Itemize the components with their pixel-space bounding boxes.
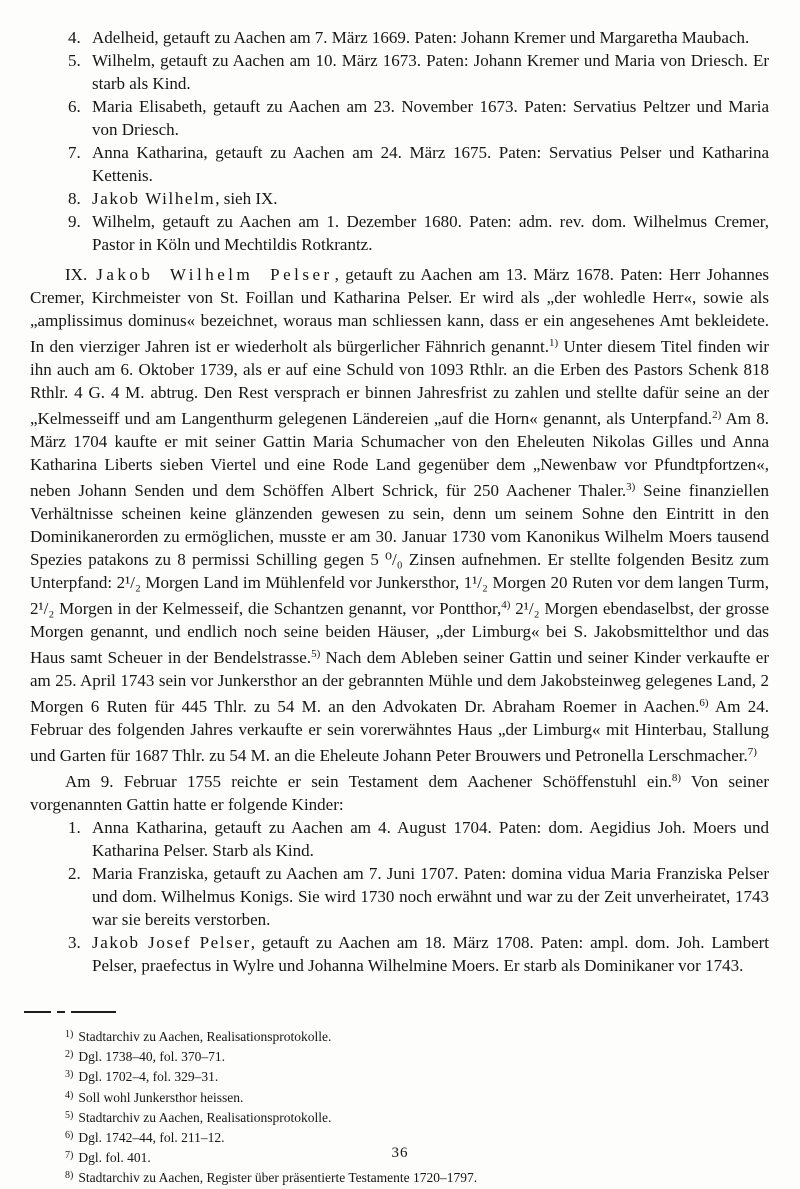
text-run: Seine finanziellen Verhältnisse scheinen keine glänzenden gewesen zu sein, denn um seinem Sohne den Eintritt in den Dominikanerorden zu ermöglichen, musste er am 30. Januar 1730 vom Kanonikus Wilhelm Moers tausend Spezies patakons zu 8 permissi Schilling gegen 5 ⁰/₀ Zinsen aufnehmen. Er stellte folgenden Besitz zum Unterpfand: 2¹/₂ Morgen Land im Mühlenfeld vor Junkersthor, 1¹/₂ Morgen 20 Ruten vor dem langen Turm, 2¹/₂ Morgen in der Kelmesseif, die Schantzen genannt, vor Pontthor, [30, 481, 769, 618]
list-item [30, 816, 769, 862]
footnote-text: Soll wohl Junkersthor heissen. [78, 1089, 244, 1105]
footnote-text: Dgl. 1702–4, fol. 329–31. [78, 1069, 219, 1085]
item-number: 3. [68, 933, 81, 952]
footnote-ref: 7) [747, 746, 757, 758]
footnote-text: Dgl. 1742–44, fol. 211–12. [78, 1130, 225, 1146]
footnote [65, 1026, 769, 1046]
footnote [65, 1046, 769, 1066]
list-item [30, 95, 769, 141]
footnote-marker: 2) [65, 1049, 74, 1061]
item-number: 7. [68, 143, 81, 162]
item-number: 1. [68, 818, 81, 837]
item-number: 5. [68, 51, 81, 70]
footnote-ref: 6) [699, 697, 709, 709]
footnote-marker: 4) [65, 1089, 74, 1101]
text-run: 2¹/₂ Morgen ebendaselbst, der grosse Morgen genannt, und endlich noch seine beiden Häuser, „der Limburg« bei S. Jakobsmittelthor und das Haus samt Scheuer in der Bendelstrasse. [30, 599, 769, 667]
item-number: 8. [68, 189, 81, 208]
item-number: 4. [68, 28, 81, 47]
separator-dash [24, 1011, 51, 1013]
person-name: Jakob Wilhelm Pelser [96, 265, 333, 284]
children-list-bottom [30, 816, 769, 977]
footnote-marker: 5) [65, 1109, 74, 1121]
footnote-marker: 3) [65, 1069, 74, 1081]
footnote-marker: 7) [65, 1150, 74, 1162]
list-item [30, 862, 769, 931]
footnote [65, 1066, 769, 1086]
footnote-ref: 5) [311, 648, 321, 660]
text-run: IX. [65, 265, 88, 284]
footnote-text: Dgl. fol. 401. [78, 1150, 151, 1166]
list-item [30, 141, 769, 187]
footnote-separator [24, 1011, 769, 1014]
footnote [65, 1087, 769, 1107]
paragraph-ix-biography [30, 263, 769, 767]
text-run: Am 9. Februar 1755 reichte er sein Testament dem Aachener Schöffenstuhl ein. [65, 772, 672, 791]
text-run: Nach dem Ableben seiner Gattin und seiner Kinder verkaufte er am 25. April 1743 sein vor Junkersthor an der gebrannten Mühle und dem Jakobsteinweg gelegenes Land, 2 Morgen 6 Ruten für 445 Thlr. zu 54 M. an den Advokaten Dr. Abraham Roemer in Aachen. [30, 648, 769, 716]
list-item [30, 49, 769, 95]
footnote-ref: 1) [548, 337, 559, 349]
footnote-marker: 1) [65, 1029, 74, 1040]
item-text: Wilhelm, getauft zu Aachen am 1. Dezember 1680. Paten: adm. rev. dom. Wilhelmus Cremer, Pastor in Köln und Mechtildis Rotkrantz. [92, 212, 769, 254]
item-text: Maria Franziska, getauft zu Aachen am 7. Juni 1707. Paten: domina vidua Maria Franziska Pelser und dom. Wilhelmus Konigs. Sie wird 1730 noch erwähnt und war zu der Zeit unverheiratet, 1743 war sie bereits verstorben. [92, 864, 769, 929]
text-run: , getauft zu Aachen am 13. März 1678. Paten: Herr Johannes Cremer, Kirchmeister von St. Foillan und Katharina Pelser. Er wird als „der wohledle Herr«, sowie als „amplissimus dominus« bezeichnet, woraus man schliessen kann, dass er ein angesehenes Amt bekleidete. In den vierziger Jahren ist er wiederholt als bürgerlicher Fähnrich genannt. [30, 265, 769, 356]
item-text: Maria Elisabeth, getauft zu Aachen am 23. November 1673. Paten: Servatius Peltzer und Maria von Driesch. [92, 97, 769, 139]
item-text: Wilhelm, getauft zu Aachen am 10. März 1673. Paten: Johann Kremer und Maria von Driesch. Er starb als Kind. [92, 51, 769, 93]
footnote-text: Dgl. 1738–40, fol. 370–71. [78, 1049, 225, 1065]
footnote-text: Stadtarchiv zu Aachen, Realisationsprotokolle. [78, 1109, 332, 1125]
footnote-ref: 3) [626, 481, 636, 493]
text-run: Am 24. Februar des folgenden Jahres verkaufte er sein vorerwähntes Haus „der Limburg« mit Hinterbau, Stallung und Garten für 1687 Thlr. zu 54 M. an die Eheleute Johann Peter Brouwers und Petronella Lerschmacher. [30, 697, 769, 765]
footnote [65, 1167, 769, 1187]
text-run: Unter diesem Titel finden wir ihn auch am 6. Oktober 1739, als er auf eine Schuld von 1093 Rthlr. an die Erben des Pastors Schenk 818 Rthlr. 4 G. 4 M. abtrug. Den Rest versprach er binnen Jahresfrist zu zahlen und stellte dafür seine an der „Kelmesseiff und am Langenthurm gelegenen Ländereien „auf die Horn« genannt, als Unterpfand. [30, 337, 769, 428]
text-run: Von seiner vorgenannten Gattin hatte er folgende Kinder: [30, 772, 770, 814]
item-text: Anna Katharina, getauft zu Aachen am 24. März 1675. Paten: Servatius Pelser und Katharina Kettenis. [92, 143, 769, 185]
item-text: Anna Katharina, getauft zu Aachen am 4. August 1704. Paten: dom. Aegidius Joh. Moers und Katharina Pelser. Starb als Kind. [92, 818, 769, 860]
separator-dash [57, 1011, 65, 1013]
list-item [30, 931, 769, 977]
footnote-ref: 2) [712, 409, 722, 421]
item-number: 6. [68, 97, 81, 116]
footnote-text: Stadtarchiv zu Aachen, Realisationsprotokolle. [78, 1029, 332, 1044]
children-list-top [30, 26, 769, 256]
item-text: , getauft zu Aachen am 18. März 1708. Paten: ampl. dom. Joh. Lambert Pelser, praefectus in Wylre und Johanna Wilhelmine Moers. Er starb als Dominikaner vor 1743. [92, 933, 769, 975]
list-item [30, 187, 769, 210]
footnote [65, 1107, 769, 1127]
item-number: 9. [68, 212, 81, 231]
paragraph-testament [30, 767, 769, 816]
text-run: Am 8. März 1704 kaufte er mit seiner Gattin Maria Schumacher von den Eheleuten Nikolas Gilles und Anna Katharina Liberts sieben Viertel und eine Rode Land gegenüber dem „Newenbaw vor Pfundtpfortzen«, neben Johann Senden und dem Schöffen Albert Schrick, für 250 Aachener Thaler. [30, 409, 770, 500]
person-name: Jakob Josef Pelser [92, 933, 251, 952]
separator-dash [71, 1011, 116, 1013]
item-text: Adelheid, getauft zu Aachen am 7. März 1669. Paten: Johann Kremer und Margaretha Maubach. [92, 28, 750, 47]
person-name: Jakob Wilhelm [92, 189, 216, 208]
page-number: 36 [391, 1145, 409, 1161]
item-number: 2. [68, 864, 81, 883]
footnote-ref: 8) [671, 772, 682, 784]
list-item [30, 26, 769, 49]
footnote-text: Stadtarchiv zu Aachen, Register über präsentierte Testamente 1720–1797. [78, 1170, 478, 1186]
footnote-marker: 6) [65, 1130, 74, 1142]
footnote-marker: 8) [65, 1170, 74, 1182]
list-item [30, 210, 769, 256]
item-text: , sieh IX. [215, 189, 278, 208]
footnote-ref: 4) [501, 599, 511, 611]
